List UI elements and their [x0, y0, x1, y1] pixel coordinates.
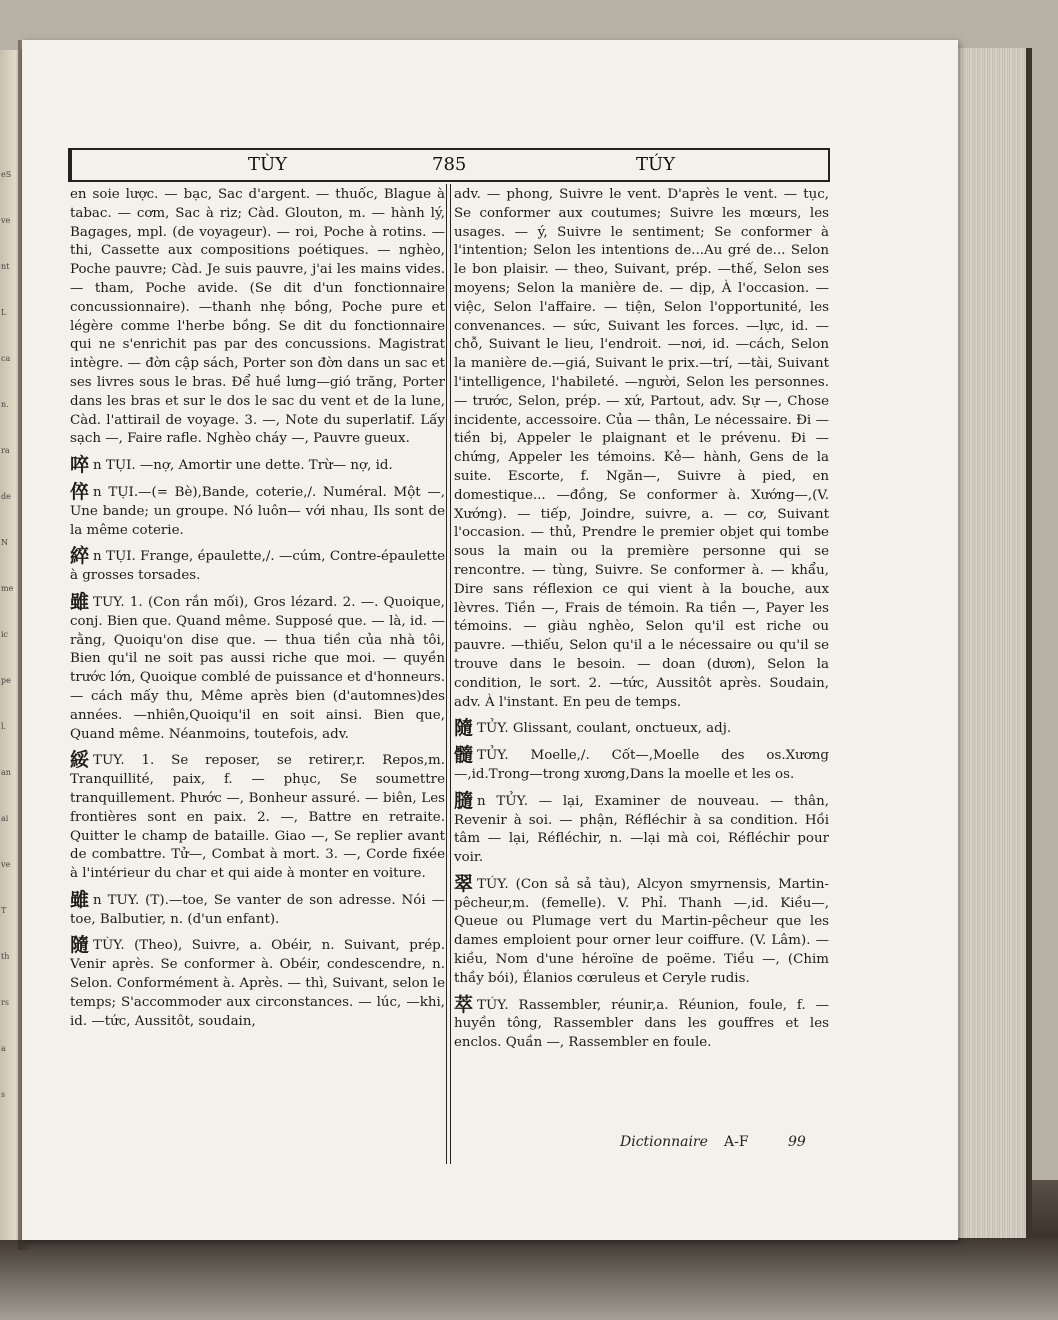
entry-text: n TỤI.—(= Bè),Bande, coterie,/. Numéral. Một —, Une bande; un groupe. Nó luôn— với nhau, Ils sont de la même coterie.	[70, 484, 445, 538]
facing-page-fragment: N	[1, 538, 8, 547]
entry-text: TÚY. Rassembler, réunir,a. Réunion, foule, f. — huyền tông, Rassembler dans les gouffres et les enclos. Quần —, Rassembler en foule.	[454, 997, 829, 1051]
facing-page-fragment: ve	[1, 216, 11, 225]
dictionary-entry	[70, 936, 445, 1031]
headword-glyph: 綷	[70, 545, 90, 568]
dictionary-entry	[454, 872, 829, 989]
headword-glyph: 萃	[454, 993, 474, 1016]
dictionary-entry	[70, 547, 445, 586]
headword-glyph: 隨	[454, 717, 474, 740]
entry-text: adv. — phong, Suivre le vent. D'après le vent. — tục, Se conformer aux coutumes; Suivre les mœurs, les usages. — ý, Suivre le sentiment; Se conformer à l'intention; Selon les intentions de...Au gré de... Selon le bon plaisir. — theo, Suivant, prép. —thế, Selon ses moyens; Selon la manière de. — dịp, À l'occasion. — việc, Selon l'affaire. — tiện, Selon l'opportunité, les convenances. — sức, Suivant les forces. —lực, id. — chỗ, Suivant le lieu, l'endroit. —nơi, id. —cách, Selon la manière de.—giá, Suivant le prix.—trí, —tài, Suivant l'intelligence, l'habileté. —người, Selon les personnes. — trước, Selon, prép. — xứ, Partout, adv. Sự —, Chose incidente, accessoire. Của — thân, Le nécessaire. Đi — tiền bị, Appeler le plaignant et le prévenu. Đi — chứng, Appeler les témoins. Kẻ— hành, Gens de la suite. Escorte, f. Ngăn—, Suivre à pied, en domestique... —đồng, Se conformer à. Xướng—,(V. Xướng). — tiếp, Joindre, suivre, a. — cơ, Suivant l'occasion. — thủ, Prendre le premier objet qui tombe sous la main ou la première personne qui se rencontre. — tùng, Suivre. Se conformer à. — khẩu, Dire sans réflexion ce qui vient à la bouche, aux lèvres. Tiền —, Frais de témoin. Ra tiền —, Payer les témoins. — giàu nghèo, Selon qu'il est riche ou pauvre. —thiếu, Selon qu'il a le nécessaire ou qu'il se trouve dans le besoin. — doan (dươn), Selon la condition, le sort. 2. —tức, Aussitôt après. Soudain, adv. À l'instant. En peu de temps.	[454, 187, 829, 710]
facing-page-fragment: rs	[1, 998, 9, 1007]
dictionary-entry	[70, 456, 445, 476]
facing-page-fragment: nt	[1, 262, 10, 271]
continued-text	[70, 186, 445, 449]
facing-page-fragment: ai	[1, 814, 9, 823]
column-divider	[446, 184, 451, 1164]
dictionary-entry	[454, 993, 829, 1053]
headword-glyph: 隨	[70, 934, 90, 957]
header-left-word: TÙY	[248, 154, 288, 175]
facing-page-fragment: L	[1, 308, 7, 317]
dictionary-entry	[70, 751, 445, 884]
dictionary-entry	[70, 888, 445, 930]
entry-text: n TUY. (T).—toe, Se vanter de son adresse. Nói — toe, Balbutier, n. (d'un enfant).	[70, 892, 445, 927]
entry-text: n TỤI. Frange, épaulette,/. —cúm, Contre-épaulette à grosses torsades.	[70, 549, 445, 584]
dictionary-entry	[70, 590, 445, 744]
dictionary-entry	[454, 719, 829, 739]
headword-glyph: 綏	[70, 749, 90, 772]
facing-page-fragment: ve	[1, 860, 11, 869]
dictionary-entry	[454, 746, 829, 785]
left-column	[70, 186, 445, 1136]
facing-page-fragment: me	[1, 584, 14, 593]
facing-page-fragment: ca	[1, 354, 11, 363]
entry-text: TUY. 1. (Con rắn mối), Gros lézard. 2. —. Quoique, conj. Bien que. Quand même. Supposé que. — là, id. — rằng, Quoiqu'on dise que. — thua tiền của nhà tôi, Bien qu'il ne soit pas aussi riche que moi. — quyền trước lớn, Quoique comblé de puissance et d'honneurs.— cách mấy thu, Même après bien (d'automnes)des années. —nhiên,Quoiqu'il en soit ainsi. Bien que, Quand même. Néanmoins, toutefois, adv.	[70, 594, 445, 742]
facing-page-fragment: de	[1, 492, 11, 501]
entry-text: TÙY. (Theo), Suivre, a. Obéir, n. Suivant, prép. Venir après. Se conformer à. Obéir, condescendre, n. Selon. Conformément à. Après. — thì, Suivant, selon le temps; S'accommoder aux circonstances. — lúc, —khi, id. —tức, Aussitôt, soudain,	[70, 938, 445, 1029]
dictionary-page	[22, 40, 958, 1240]
right-column	[454, 186, 829, 1136]
headword-glyph: 啐	[70, 454, 90, 477]
headword-glyph: 雖	[70, 590, 90, 613]
dictionary-entry	[454, 789, 829, 868]
headword-glyph: 髓	[454, 744, 474, 767]
signature-sheet: A-F	[724, 1134, 749, 1150]
facing-page-fragment: s	[1, 1090, 6, 1099]
header-right-word: TÚY	[636, 154, 676, 175]
headword-glyph: 膸	[454, 789, 474, 812]
facing-page-fragment: ra	[1, 446, 10, 455]
facing-page-fragment: n.	[1, 400, 9, 409]
facing-page-fragment: l.	[1, 722, 7, 731]
continued-text	[454, 186, 829, 712]
facing-page-fragment: ic	[1, 630, 9, 639]
facing-page-fragment: an	[1, 768, 11, 777]
headword-glyph: 倅	[70, 480, 90, 503]
entry-text: TÚY. (Con sả sả tàu), Alcyon smyrnensis, Martin-pêcheur,m. (femelle). V. Phỉ. Thanh —,id. Kiều—, Queue ou Plumage vert du Martin-pêcheur que les dames emploient pour orner leur coiffure. (V. Lâm). — kiều, Nom d'une héroïne de poëme. Tiều —, (Chim thầy bói), Élanios cœruleus et Ceryle rudis.	[454, 876, 829, 986]
page-number: 785	[432, 154, 467, 175]
entry-text: TỦY. Glissant, coulant, onctueux, adj.	[477, 721, 732, 737]
page-edges	[958, 48, 1032, 1238]
facing-page-fragment: T	[1, 906, 7, 915]
headword-glyph: 翠	[454, 872, 474, 895]
signature-number: 99	[788, 1134, 806, 1150]
facing-page-fragment: eS	[1, 170, 12, 179]
facing-page-fragment: th	[1, 952, 10, 961]
entry-text: TUY. 1. Se reposer, se retirer,r. Repos,m. Tranquillité, paix, f. — phục, Se soumettre tranquillement. Phước —, Bonheur assuré. — biên, Les frontières sont en paix. 2. —, Battre en retraite. Quitter le champ de bataille. Giao —, Se replier avant de combattre. Tử—, Combat à mort. 3. —, Corde fixée à l'intérieur du char et qui aide à monter en voiture.	[70, 753, 445, 882]
entry-text: TỦY. Moelle,/. Cốt—,Moelle des os.Xương —,id.Trong—trong xương,Dans la moelle et les os.	[454, 748, 829, 782]
facing-page-fragment: a	[1, 1044, 6, 1053]
entry-text: n TỦY. — lại, Examiner de nouveau. — thân, Revenir à soi. — phận, Réfléchir à sa condition. Hồi tâm — lại, Réfléchir, n. —lại mà coi, Réfléchir pour voir.	[454, 793, 829, 866]
entry-text: en soie lược. — bạc, Sac d'argent. — thuốc, Blague à tabac. — cơm, Sac à riz; Càd. Glouton, m. — hành lý, Bagages, mpl. (de voyageur). — roi, Poche à rotins. — thi, Cassette aux compositions poétiques. — nghèo, Poche pauvre; Càd. Je suis pauvre, j'ai les mains vides. — tham, Poche avide. (Se dit d'un fonctionnaire concussionnaire). —thanh nhẹ bồng, Poche pure et légère comme l'herbe bồng. Se dit du fonctionnaire qui ne s'enrichit pas par des concussions. Magistrat intègre. — đờn cập sách, Porter son đờn dans un sac et ses livres sous le bras. Để huề lưng—gió trăng, Porter dans les bras et sur le dos le sac du vent et de la lune, Càd. l'attirail de voyage. 3. —, Note du superlatif. Lấy sạch —, Faire rafle. Nghèo cháy —, Pauvre gueux.	[70, 187, 445, 447]
headword-glyph: 雖	[70, 888, 90, 911]
signature-label: Dictionnaire	[620, 1134, 708, 1150]
running-header	[68, 148, 830, 182]
facing-page-fragment: pe	[1, 676, 11, 685]
entry-text: n TỤI. —nợ, Amortir une dette. Trừ— nợ, id.	[93, 458, 393, 474]
dictionary-entry	[70, 480, 445, 540]
